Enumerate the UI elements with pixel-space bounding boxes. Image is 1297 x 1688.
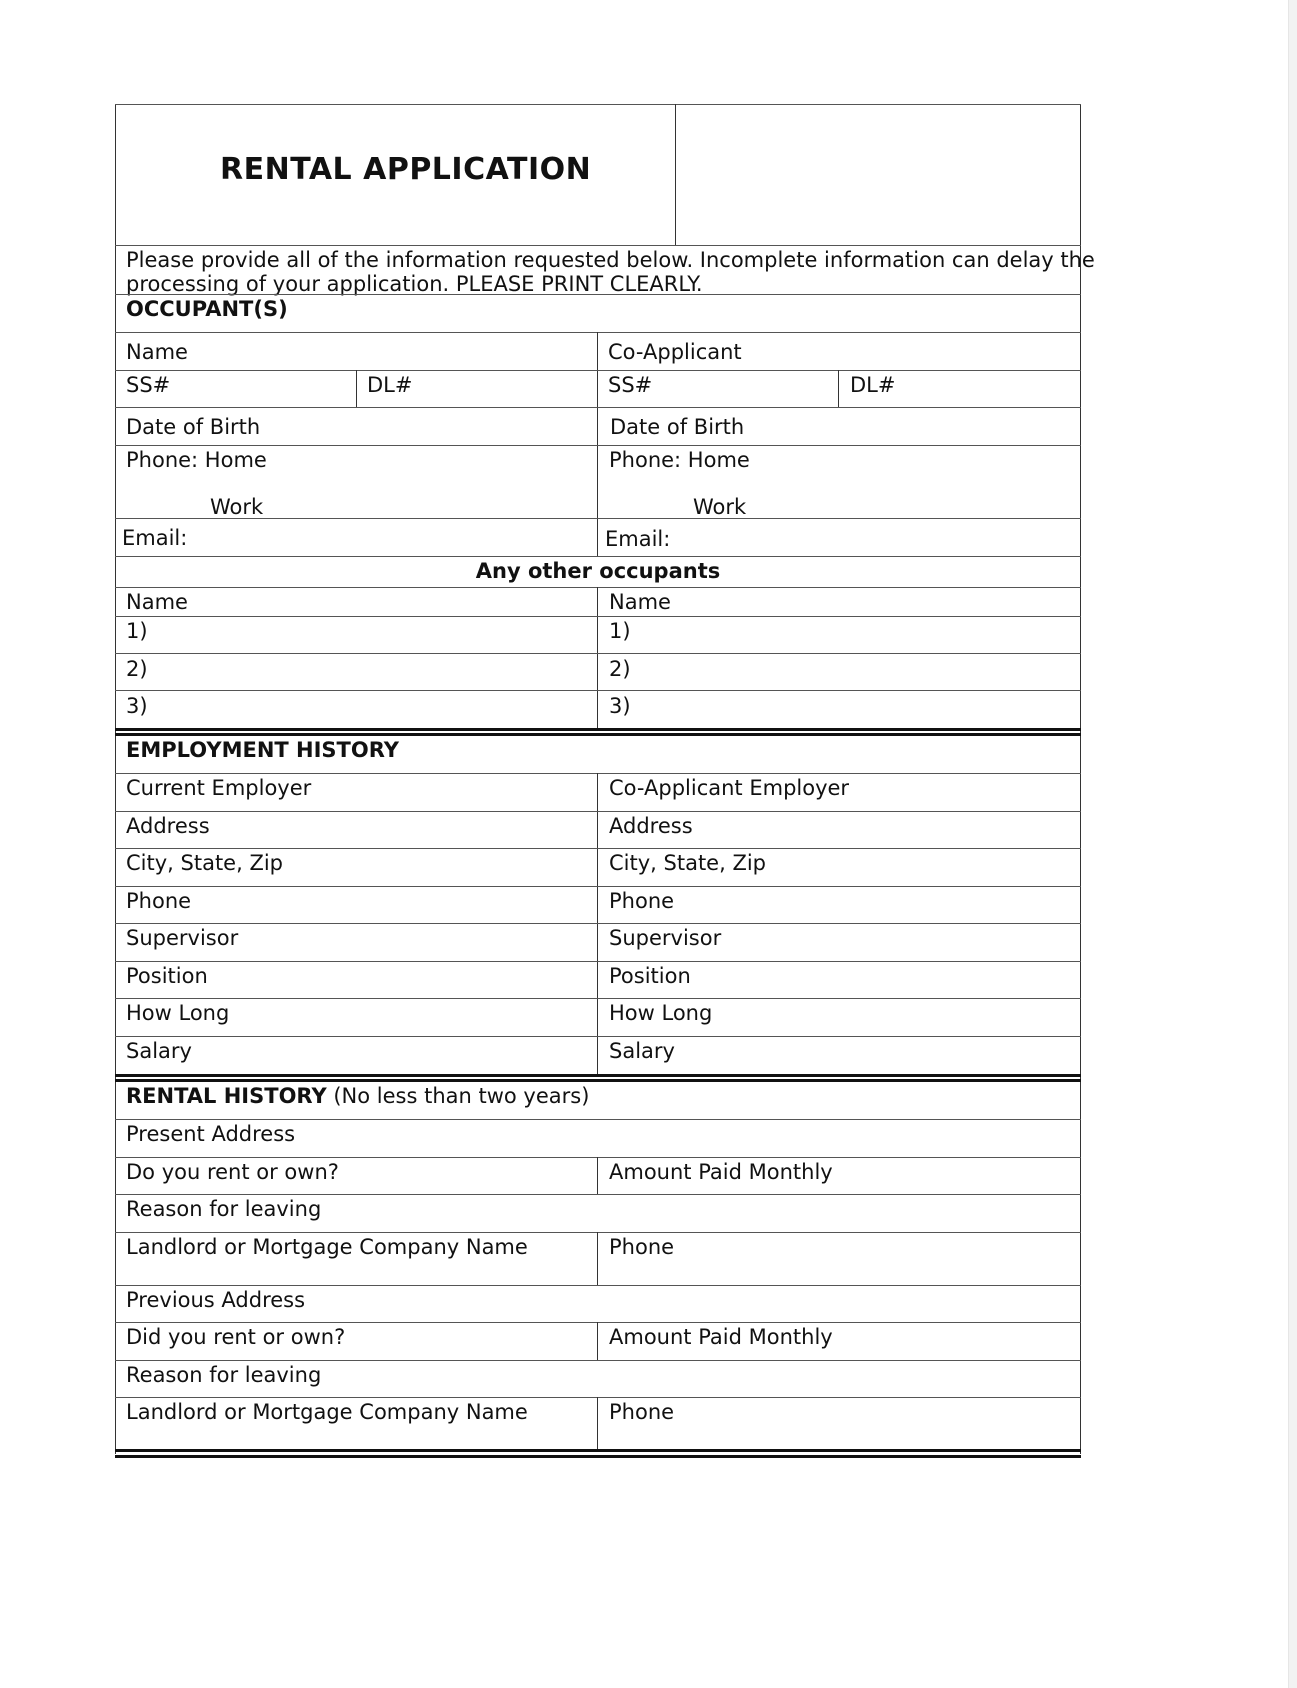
other-occupant-3-right-label: 3)	[609, 694, 631, 718]
applicant-dl-label: DL#	[367, 373, 413, 397]
applicant-dob-field[interactable]	[260, 409, 590, 443]
divider	[115, 518, 1081, 519]
employer-how-long-label: How Long	[126, 1001, 230, 1025]
co-employer-phone-label: Phone	[609, 889, 675, 913]
rental-header-note: (No less than two years)	[333, 1084, 590, 1108]
other-occupant-1-right-field[interactable]	[633, 617, 1075, 651]
rent-or-own-label: Do you rent or own?	[126, 1160, 339, 1184]
employer-city-state-zip-label: City, State, Zip	[126, 851, 283, 875]
previous-address-label: Previous Address	[126, 1288, 306, 1312]
section-rule	[115, 1079, 1081, 1082]
co-employer-field[interactable]	[845, 774, 1075, 808]
form-border-right	[1080, 104, 1081, 1454]
column-divider	[597, 332, 598, 556]
co-applicant-phone-home-field[interactable]	[757, 447, 1075, 477]
co-applicant-name-label: Co-Applicant	[608, 340, 742, 364]
applicant-email-label: Email:	[122, 526, 188, 550]
column-divider	[597, 587, 598, 729]
co-applicant-dob-label: Date of Birth	[610, 415, 745, 439]
did-rent-or-own-label: Did you rent or own?	[126, 1325, 346, 1349]
divider	[115, 653, 1081, 654]
applicant-email-field[interactable]	[190, 520, 590, 554]
co-employer-supervisor-field[interactable]	[723, 924, 1075, 958]
section-rule	[115, 1449, 1081, 1452]
divider	[115, 587, 1081, 588]
previous-reason-for-leaving-label: Reason for leaving	[126, 1363, 322, 1387]
co-employer-salary-label: Salary	[609, 1039, 675, 1063]
amount-paid-monthly-field[interactable]	[830, 1158, 1075, 1192]
employer-phone-label: Phone	[126, 889, 192, 913]
other-occupant-3-right-field[interactable]	[633, 692, 1075, 726]
employer-supervisor-field[interactable]	[240, 924, 590, 958]
column-divider	[597, 1157, 598, 1194]
co-applicant-dl-field[interactable]	[895, 371, 1075, 405]
employer-address-label: Address	[126, 814, 210, 838]
co-applicant-ss-field[interactable]	[652, 371, 832, 405]
co-employer-position-label: Position	[609, 964, 691, 988]
applicant-ss-field[interactable]	[170, 371, 350, 405]
section-header-occupants: OCCUPANT(S)	[126, 297, 288, 321]
form-title: RENTAL APPLICATION	[220, 152, 592, 187]
applicant-phone-home-field[interactable]	[275, 447, 590, 477]
divider	[115, 445, 1081, 446]
co-employer-supervisor-label: Supervisor	[609, 926, 722, 950]
co-applicant-email-label: Email:	[605, 527, 671, 551]
other-occupant-3-left-field[interactable]	[150, 692, 590, 726]
divider	[115, 332, 1081, 333]
co-applicant-phone-work-field[interactable]	[750, 485, 1075, 515]
previous-address-field[interactable]	[305, 1286, 1075, 1320]
co-employer-label: Co-Applicant Employer	[609, 776, 850, 800]
previous-landlord-phone-field[interactable]	[678, 1399, 1075, 1447]
present-address-label: Present Address	[126, 1122, 296, 1146]
previous-reason-for-leaving-field[interactable]	[320, 1361, 1075, 1395]
landlord-name-field[interactable]	[120, 1260, 590, 1282]
applicant-phone-work-label: Work	[210, 495, 264, 519]
page-edge	[1288, 0, 1297, 1688]
applicant-name-label: Name	[126, 340, 188, 364]
divider	[115, 556, 1081, 557]
employer-field[interactable]	[310, 774, 590, 808]
landlord-name-label: Landlord or Mortgage Company Name	[126, 1235, 528, 1259]
employer-supervisor-label: Supervisor	[126, 926, 239, 950]
employer-salary-label: Salary	[126, 1039, 192, 1063]
rental-header-title: RENTAL HISTORY	[126, 1084, 327, 1108]
employer-position-label: Position	[126, 964, 208, 988]
applicant-phone-work-field[interactable]	[265, 485, 590, 515]
employer-city-state-zip-field[interactable]	[285, 849, 590, 883]
divider	[115, 690, 1081, 691]
section-header-employment: EMPLOYMENT HISTORY	[126, 738, 399, 762]
employer-label: Current Employer	[126, 776, 312, 800]
reason-for-leaving-field[interactable]	[320, 1195, 1075, 1229]
co-applicant-dl-label: DL#	[850, 373, 896, 397]
section-rule	[115, 733, 1081, 736]
other-occupant-2-right-label: 2)	[609, 657, 631, 681]
other-occupant-2-right-field[interactable]	[633, 655, 1075, 689]
co-employer-address-field[interactable]	[697, 812, 1075, 846]
employer-salary-field[interactable]	[195, 1037, 590, 1071]
other-occupants-name-header-left: Name	[126, 590, 188, 614]
divider	[115, 245, 1081, 246]
previous-landlord-phone-label: Phone	[609, 1400, 675, 1424]
co-employer-phone-field[interactable]	[678, 887, 1075, 921]
other-occupant-2-left-field[interactable]	[150, 655, 590, 689]
co-applicant-phone-home-label: Phone: Home	[609, 448, 750, 472]
reason-for-leaving-label: Reason for leaving	[126, 1197, 322, 1221]
employer-address-field[interactable]	[215, 812, 590, 846]
employer-phone-field[interactable]	[195, 887, 590, 921]
other-occupant-1-left-label: 1)	[126, 619, 148, 643]
employer-how-long-field[interactable]	[230, 999, 590, 1033]
logo-box	[676, 105, 1079, 244]
applicant-name-field[interactable]	[200, 334, 590, 368]
other-occupants-header: Any other occupants	[475, 559, 721, 583]
previous-amount-paid-monthly-field[interactable]	[830, 1323, 1075, 1357]
co-employer-address-label: Address	[609, 814, 693, 838]
section-rule	[115, 1455, 1081, 1458]
co-employer-how-long-field[interactable]	[713, 999, 1075, 1033]
other-occupant-3-left-label: 3)	[126, 694, 148, 718]
did-rent-or-own-field[interactable]	[345, 1323, 590, 1357]
form-border-left	[115, 104, 116, 1454]
co-applicant-dob-field[interactable]	[745, 409, 1075, 443]
instructions-line-1: Please provide all of the information requested below. Incomplete information can delay the	[126, 248, 1095, 272]
other-occupant-1-right-label: 1)	[609, 619, 631, 643]
column-divider	[597, 1232, 598, 1285]
previous-amount-paid-monthly-label: Amount Paid Monthly	[609, 1325, 833, 1349]
other-occupants-name-header-right: Name	[609, 590, 671, 614]
previous-landlord-name-label: Landlord or Mortgage Company Name	[126, 1400, 528, 1424]
column-divider	[597, 1397, 598, 1450]
previous-landlord-name-field[interactable]	[120, 1425, 590, 1447]
divider	[115, 1232, 1081, 1233]
present-address-field[interactable]	[295, 1120, 1075, 1154]
instructions-line-2: processing of your application. PLEASE PRINT CLEARLY.	[126, 272, 703, 296]
applicant-phone-home-label: Phone: Home	[126, 448, 267, 472]
section-header-rental	[126, 1084, 589, 1108]
other-occupant-1-left-field[interactable]	[150, 617, 590, 651]
co-applicant-ss-label: SS#	[608, 373, 653, 397]
co-employer-city-state-zip-label: City, State, Zip	[609, 851, 766, 875]
co-applicant-phone-work-label: Work	[693, 495, 747, 519]
co-employer-city-state-zip-field[interactable]	[768, 849, 1075, 883]
co-employer-how-long-label: How Long	[609, 1001, 713, 1025]
co-applicant-email-field[interactable]	[672, 520, 1075, 554]
cell-divider	[356, 370, 357, 407]
applicant-ss-label: SS#	[126, 373, 171, 397]
co-employer-salary-field[interactable]	[678, 1037, 1075, 1071]
landlord-phone-field[interactable]	[678, 1234, 1075, 1282]
applicant-dl-field[interactable]	[412, 371, 592, 405]
column-divider	[597, 1322, 598, 1360]
divider	[115, 1397, 1081, 1398]
employer-position-field[interactable]	[210, 962, 590, 996]
applicant-dob-label: Date of Birth	[126, 415, 261, 439]
divider	[115, 294, 1081, 295]
amount-paid-monthly-label: Amount Paid Monthly	[609, 1160, 833, 1184]
other-occupant-2-left-label: 2)	[126, 657, 148, 681]
section-rule	[115, 1074, 1081, 1077]
section-rule	[115, 728, 1081, 731]
divider	[115, 407, 1081, 408]
rent-or-own-field[interactable]	[340, 1158, 590, 1192]
cell-divider	[838, 370, 839, 407]
co-applicant-name-field[interactable]	[745, 334, 1075, 368]
co-employer-position-field[interactable]	[692, 962, 1075, 996]
landlord-phone-label: Phone	[609, 1235, 675, 1259]
